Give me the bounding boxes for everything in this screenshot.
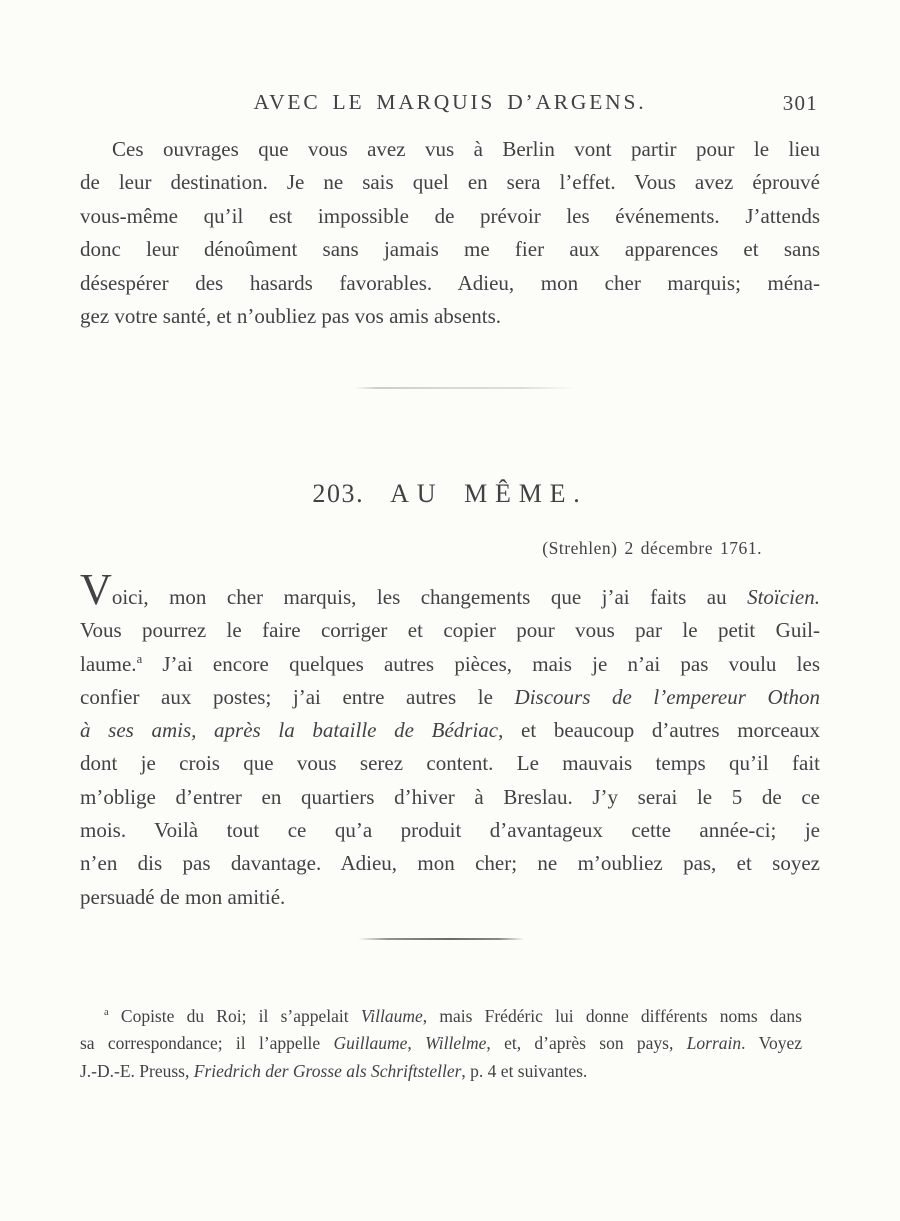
section-divider (355, 387, 576, 389)
text-line: sa correspondance; il l’appelle Guillaume, Willelme, et, d’après son pays, Lorrain. Voyez (80, 1033, 802, 1054)
text-line: de leur destination. Je ne sais quel en sera l’effet. Vous avez éprouvé (80, 170, 820, 195)
text-line: désespérer des hasards favorables. Adieu, mon cher marquis; ména- (80, 270, 820, 295)
text-line: confier aux postes; j’ai entre autres le Discours de l’empereur Othon (80, 684, 820, 709)
text-line: $^a$ Copiste du Roi; il s’appelait Villaume, mais Frédéric lui donne différents noms dans (104, 1006, 802, 1026)
letter-dateline: (Strehlen) 2 décembre 1761. (542, 538, 762, 558)
letter-body (80, 565, 821, 914)
text-line: J.-D.-E. Preuss, Friedrich der Grosse als Schriftsteller, p. 4 et suivantes. (80, 1060, 588, 1081)
text-line: gez votre santé, et n’oubliez pas vos amis absents. (80, 304, 502, 329)
letter-heading (80, 479, 820, 509)
running-header (80, 90, 820, 115)
text-line: donc leur dénoûment sans jamais me fier aux apparences et sans (80, 237, 820, 262)
footnote-marker: a (136, 651, 143, 666)
text-line: dont je crois que vous serez content. Le mauvais temps qu’il fait (80, 751, 820, 776)
text-line: laume.$^a$ J’ai encore quelques autres pièces, mais je n’ai pas voulu les (80, 651, 820, 676)
letter-number: 203. (312, 479, 365, 508)
running-title: AVEC LE MARQUIS D’ARGENS. (253, 90, 647, 114)
text-line: Voici, mon cher marquis, les changements que j’ai faits au Stoïcien. (80, 565, 820, 614)
footnote (80, 1003, 802, 1085)
text-line: mois. Voilà tout ce qu’a produit d’avantageux cette année-ci; je (80, 818, 820, 843)
text-line: à ses amis, après la bataille de Bédriac, et beaucoup d’autres morceaux (80, 718, 821, 743)
text-line: vous-même qu’il est impossible de prévoir les événements. J’attends (80, 203, 820, 228)
footnote-divider (358, 938, 524, 940)
previous-letter-closing-paragraph (80, 133, 820, 333)
text-line: persuadé de mon amitié. (80, 884, 286, 909)
letter-title: AU MÊME. (390, 479, 588, 508)
text-line: m’oblige d’entrer en quartiers d’hiver à Breslau. J’y serai le 5 de ce (80, 784, 820, 809)
text-line: Ces ouvrages que vous avez vus à Berlin vont partir pour le lieu (112, 137, 820, 161)
text-line: n’en dis pas davantage. Adieu, mon cher; ne m’oubliez pas, et soyez (80, 851, 820, 876)
page-number: 301 (782, 91, 818, 115)
initial-capital: V (80, 565, 112, 614)
footnote-marker: a (104, 1007, 109, 1019)
text-line: Vous pourrez le faire corriger et copier pour vous par le petit Guil- (80, 618, 820, 643)
